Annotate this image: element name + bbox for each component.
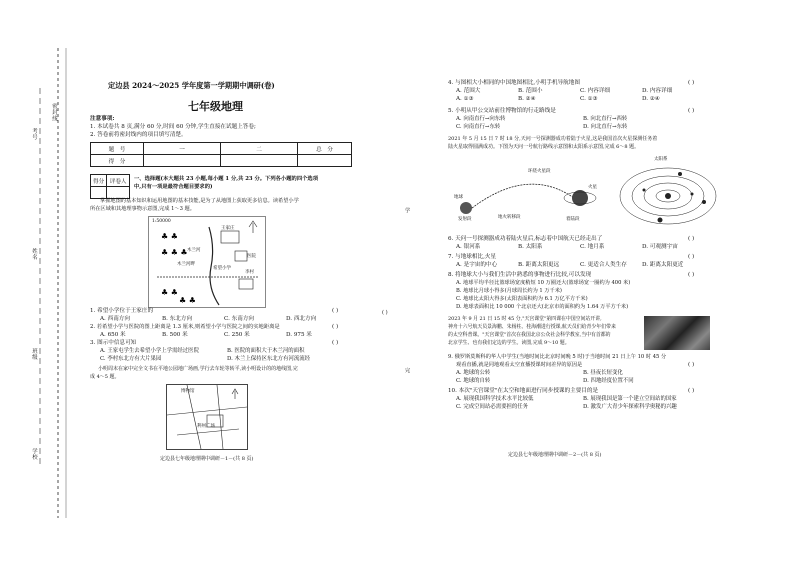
score-cell-1[interactable] bbox=[144, 155, 221, 167]
binding-label: 密封线 bbox=[51, 103, 57, 123]
q5-option-a[interactable]: A. 向南直行→向东转 bbox=[456, 116, 506, 122]
score-h-total: 总 分 bbox=[298, 143, 352, 155]
q7-options bbox=[456, 262, 704, 270]
q9-option-d[interactable]: D. 四地经度位置不同 bbox=[583, 378, 634, 384]
q8-text: 8. 将地球大小与我们生活中熟悉的事物进行比较,可以发现 bbox=[448, 272, 592, 278]
map-label-river: 木兰河 bbox=[187, 248, 201, 253]
q9-options-1 bbox=[456, 370, 710, 378]
q10-option-c[interactable]: C. 完成空间站必需要担的任务 bbox=[456, 404, 529, 410]
q8-option-b[interactable]: B. 地球比月球小得多(月球周长约为 1 万千米) bbox=[456, 288, 562, 294]
q5-options-2 bbox=[456, 124, 710, 132]
q4-option-d[interactable]: D. ②④ bbox=[642, 96, 660, 102]
fig-label-earth: 地球 bbox=[454, 195, 463, 200]
margin-mark-paren: ( ) bbox=[382, 310, 388, 316]
lecture-intro-3: 的太空科普课。"天宫课堂"首次在我国北京公众社会科学教室,当中有首都的 bbox=[448, 332, 611, 338]
svg-text:♣ ♣: ♣ ♣ bbox=[161, 288, 178, 297]
score-r-label: 得 分 bbox=[91, 155, 144, 167]
q1-options bbox=[100, 316, 348, 324]
grader-name-cell[interactable] bbox=[107, 187, 130, 199]
q4-option-d1[interactable]: D. 内容详细 bbox=[642, 88, 673, 94]
q9-text: 9. 俄罗斯莫斯科的华人中学生(当地时间比北京时间晚 5 时)于当地时间 21 日上午 10 时 45 分 bbox=[448, 354, 667, 360]
q1-answer[interactable]: ( ) bbox=[332, 308, 339, 314]
q10-option-d[interactable]: D. 激发广大青少年探索科学奥秘的兴趣 bbox=[583, 404, 677, 410]
q4-options-1 bbox=[456, 88, 704, 96]
q2-option-c[interactable]: C. 250 米 bbox=[224, 332, 250, 338]
map-label-licun: 李村 bbox=[245, 270, 254, 275]
q2-text: 2. 若希望小学与医院的图上距离是 1.3 厘米,则希望小学与医院之间的实地距离是 bbox=[90, 324, 280, 330]
q4-option-c1[interactable]: C. 内容详细 bbox=[580, 88, 611, 94]
q4-option-a[interactable]: A. ①③ bbox=[456, 96, 474, 102]
q3-options-1 bbox=[100, 348, 354, 356]
fig-label-cruise: 地火转移段 bbox=[498, 215, 521, 220]
school-label: 学校 bbox=[31, 448, 37, 461]
binding-strip bbox=[28, 48, 68, 518]
score-cell-2[interactable] bbox=[221, 155, 298, 167]
q10-options-1 bbox=[456, 396, 710, 404]
grader-score-cell[interactable] bbox=[91, 187, 107, 199]
q6-option-b[interactable]: B. 太阳系 bbox=[518, 244, 543, 250]
svg-text:♣ ♣ ♣: ♣ ♣ ♣ bbox=[161, 248, 188, 257]
space-intro-1: 2021 年 5 月 15 日 7 时 18 分,天问一号探测器成功着陆于火星,这是我国首次火星探测任务着 bbox=[448, 136, 658, 142]
q1-option-a[interactable]: A. 西南方向 bbox=[100, 316, 130, 322]
q6-option-c[interactable]: C. 地月系 bbox=[580, 244, 605, 250]
fig-label-landing: 着陆段 bbox=[566, 217, 580, 222]
svg-text:♣ ♣: ♣ ♣ bbox=[179, 296, 196, 305]
q4-option-b1[interactable]: B. 范围小 bbox=[518, 88, 543, 94]
q1-text: 1. 希望小学位于王家庄的 bbox=[90, 308, 154, 314]
q4-option-b[interactable]: B. ②④ bbox=[518, 96, 536, 102]
q7-answer[interactable]: ( ) bbox=[688, 254, 695, 260]
q1-option-d[interactable]: D. 西北方向 bbox=[286, 316, 317, 322]
name-label: 姓名 bbox=[31, 248, 37, 261]
fig-label-launch: 发射段 bbox=[458, 217, 472, 222]
map2-label-square: 利州广场 bbox=[197, 424, 215, 429]
q5-answer[interactable]: ( ) bbox=[688, 108, 695, 114]
q3-answer[interactable]: ( ) bbox=[332, 340, 339, 346]
q4-options-2 bbox=[456, 96, 704, 104]
q4-option-c[interactable]: C. ①③ bbox=[580, 96, 598, 102]
q8-option-a[interactable]: A. 地球平均半径比篮球场宽度稍短 10 万圈还大(篮球场宽一圈约为 400 米) bbox=[456, 280, 631, 286]
q4-answer[interactable]: ( ) bbox=[688, 80, 695, 86]
q4-option-a1[interactable]: A. 范围大 bbox=[456, 88, 481, 94]
lecture-intro-1: 2023 年 9 月 21 日 15 时 45 分,"天宫课堂"第四课在中国空间站开讲, bbox=[448, 316, 602, 322]
footer-left: 定边县七年级地理期中调研－1－(共 8 页) bbox=[160, 456, 254, 462]
q9-answer[interactable]: ( ) bbox=[688, 362, 695, 368]
q9-option-b[interactable]: B. 昼夜长短变化 bbox=[583, 370, 623, 376]
q5-option-b[interactable]: B. 向北直行→西转 bbox=[583, 116, 628, 122]
q7-option-c[interactable]: C. 更适合人类生存 bbox=[580, 262, 627, 268]
section1-title-2: 中,只有一项是最符合题目要求的) bbox=[134, 184, 213, 190]
map-scale: 1:50000 bbox=[152, 219, 171, 224]
map-drawing bbox=[149, 217, 265, 307]
footer-right: 定边县七年级地理期中调研－2－(共 8 页) bbox=[508, 452, 602, 458]
route-figure-drawing bbox=[448, 156, 718, 236]
q6-answer[interactable]: ( ) bbox=[688, 236, 695, 242]
grader-score-label: 得分 bbox=[91, 175, 107, 187]
page-left bbox=[80, 76, 380, 466]
q2-answer[interactable]: ( ) bbox=[332, 324, 339, 330]
q6-options bbox=[456, 244, 704, 252]
section1-title-1: 一、选择题(本大题共 23 小题,每小题 1 分,共 23 分。下列各小题的四个选项 bbox=[134, 176, 319, 182]
q10-answer[interactable]: ( ) bbox=[688, 388, 695, 394]
q5-options-1 bbox=[456, 116, 710, 124]
q2-option-b[interactable]: B. 500 米 bbox=[162, 332, 188, 338]
q8-option-c[interactable]: C. 地球比太阳大得多(太阳表面积约为 6.1 万亿平方千米) bbox=[456, 296, 588, 302]
classroom-photo bbox=[644, 316, 710, 350]
route-map-drawing bbox=[167, 385, 247, 449]
q3-option-a[interactable]: A. 王家屯学生去希望小学上学需经过医院 bbox=[100, 348, 199, 354]
margin-mark-wan: 完 bbox=[405, 368, 411, 374]
q10-option-b[interactable]: B. 展现我国是第一个建立空间站的国家 bbox=[583, 396, 677, 402]
class-label: 班级 bbox=[31, 348, 37, 361]
grader-name-label: 评卷人 bbox=[107, 175, 130, 187]
q9-option-c[interactable]: C. 地球的自转 bbox=[456, 378, 491, 384]
note-1: 1. 本试卷共 8 页,满分 60 分,时间 60 分钟,学生直接在试题上答卷; bbox=[90, 124, 256, 130]
q2-options bbox=[100, 332, 348, 340]
map2-intro-2: 成 4～5 题。 bbox=[90, 374, 120, 380]
score-cell-total[interactable] bbox=[298, 155, 352, 167]
page-right bbox=[438, 76, 728, 466]
map-label-school: 希望小学 bbox=[213, 266, 231, 271]
q2-option-a[interactable]: A. 650 米 bbox=[100, 332, 126, 338]
lecture-intro-4: 北京学生、也有我们定边的学生。读图,完成 9～10 题。 bbox=[448, 340, 570, 346]
q8-answer[interactable]: ( ) bbox=[688, 272, 695, 278]
q9-text-2: 观看直播,就是同地观看太空直播授课时间差异的原因是 bbox=[456, 362, 583, 368]
tianwen-route-figure bbox=[448, 156, 718, 236]
map2-label-museum: 博物馆 bbox=[181, 389, 195, 394]
q1-option-b[interactable]: B. 东北方向 bbox=[162, 316, 193, 322]
map-label-wangjiazhuang: 王家庄 bbox=[221, 226, 235, 231]
q7-option-d[interactable]: D. 距离太阳更近 bbox=[642, 262, 684, 268]
q1-option-c[interactable]: C. 东南方向 bbox=[224, 316, 255, 322]
q10-options-2 bbox=[456, 404, 710, 412]
q8-option-d[interactable]: D. 地球表面积比 10 000 个北京还大(北京市的面积约为 1.64 万平方千米) bbox=[456, 304, 629, 310]
q6-text: 6. 天问一号探测器成功着陆火星后,标志着中国航天已经走出了 bbox=[448, 236, 603, 242]
score-h-1: 一 bbox=[144, 143, 221, 155]
q2-option-d[interactable]: D. 975 米 bbox=[286, 332, 312, 338]
exam-number-label: 考号 bbox=[31, 128, 37, 141]
fig-label-capture: 环绕火星段 bbox=[528, 169, 551, 174]
map2-intro-1: 小明周末在家中完全文书在平地公园地广场画,学行去车轮等转平,读小明设计的的地线图,完 bbox=[98, 366, 298, 372]
notes-heading: 注意事项: bbox=[90, 116, 115, 122]
q3-option-c[interactable]: C. 李村东北方有大片果园 bbox=[100, 356, 162, 362]
map-intro-1: 掌握地图的基本知识和运用地图的基本技能,是为了从地图上获取更多信息。读希望小学 bbox=[100, 198, 299, 204]
score-table bbox=[90, 142, 352, 167]
q3-option-b[interactable]: B. 医院的面积大于木兰河的面积 bbox=[227, 348, 305, 354]
q3-option-d[interactable]: D. 木兰上保持区东北方有河流流经 bbox=[227, 356, 311, 362]
q3-text: 3. 图示中信息可知 bbox=[90, 340, 137, 346]
q5-text: 5. 小明从甲公交站前往博物馆的行走路线是 bbox=[448, 108, 556, 114]
q3-options-2 bbox=[100, 356, 354, 364]
svg-text:♣ ♣: ♣ ♣ bbox=[161, 232, 178, 241]
fig-label-mars: 火星 bbox=[588, 185, 597, 190]
subject-title: 七年级地理 bbox=[188, 100, 243, 113]
q10-option-a[interactable]: A. 展现我国科学技术水平比较低 bbox=[456, 396, 534, 402]
q9-options-2 bbox=[456, 378, 710, 386]
score-h-num: 题 号 bbox=[91, 143, 144, 155]
school-area-map bbox=[148, 216, 266, 308]
q4-text: 4. 与图相大小相同的中国地图相比,小明手机导航地图 bbox=[448, 80, 580, 86]
exam-title: 定边县 2024～2025 学年度第一学期期中调研(卷) bbox=[108, 81, 275, 90]
q5-option-c[interactable]: C. 向南直行→东转 bbox=[456, 124, 501, 130]
q6-option-a[interactable]: A. 银河系 bbox=[456, 244, 481, 250]
q10-text: 10. 本次"天宫课堂"在太空和地面进行同步授课的主要目的是 bbox=[448, 388, 599, 394]
q7-option-b[interactable]: B. 距离太阳更远 bbox=[518, 262, 560, 268]
q7-text: 7. 与地球相比,火星 bbox=[448, 254, 497, 260]
note-2: 2. 答卷前将密封线内的项目填写清楚。 bbox=[90, 132, 187, 138]
margin-mark-xue: 学 bbox=[405, 208, 411, 214]
lecture-intro-2: 神舟十六号航天员景海鹏、朱杨柱、桂海潮进行授课,航天员们给青少年们带来 bbox=[448, 324, 616, 330]
fig-label-solar: 太阳系 bbox=[654, 157, 668, 162]
score-h-2: 二 bbox=[221, 143, 298, 155]
q7-option-a[interactable]: A. 是宇宙的中心 bbox=[456, 262, 498, 268]
space-intro-2: 陆火星取得圆满成功。下图为天问一号航行路线示意图和太阳系示意图,完成 6～8 题。 bbox=[448, 144, 640, 150]
q6-option-d[interactable]: D. 可观测宇宙 bbox=[642, 244, 678, 250]
q9-option-a[interactable]: A. 地球的公转 bbox=[456, 370, 491, 376]
q5-option-d[interactable]: D. 向北直行→东转 bbox=[583, 124, 628, 130]
map-label-hospital: 医院 bbox=[247, 254, 256, 259]
map-intro-2: 所在区域和其地理事物示意图,完成 1～3 题。 bbox=[90, 206, 195, 212]
route-map bbox=[166, 384, 248, 450]
map-label-bank: 木兰河畔 bbox=[177, 262, 195, 267]
grader-box bbox=[90, 174, 130, 199]
